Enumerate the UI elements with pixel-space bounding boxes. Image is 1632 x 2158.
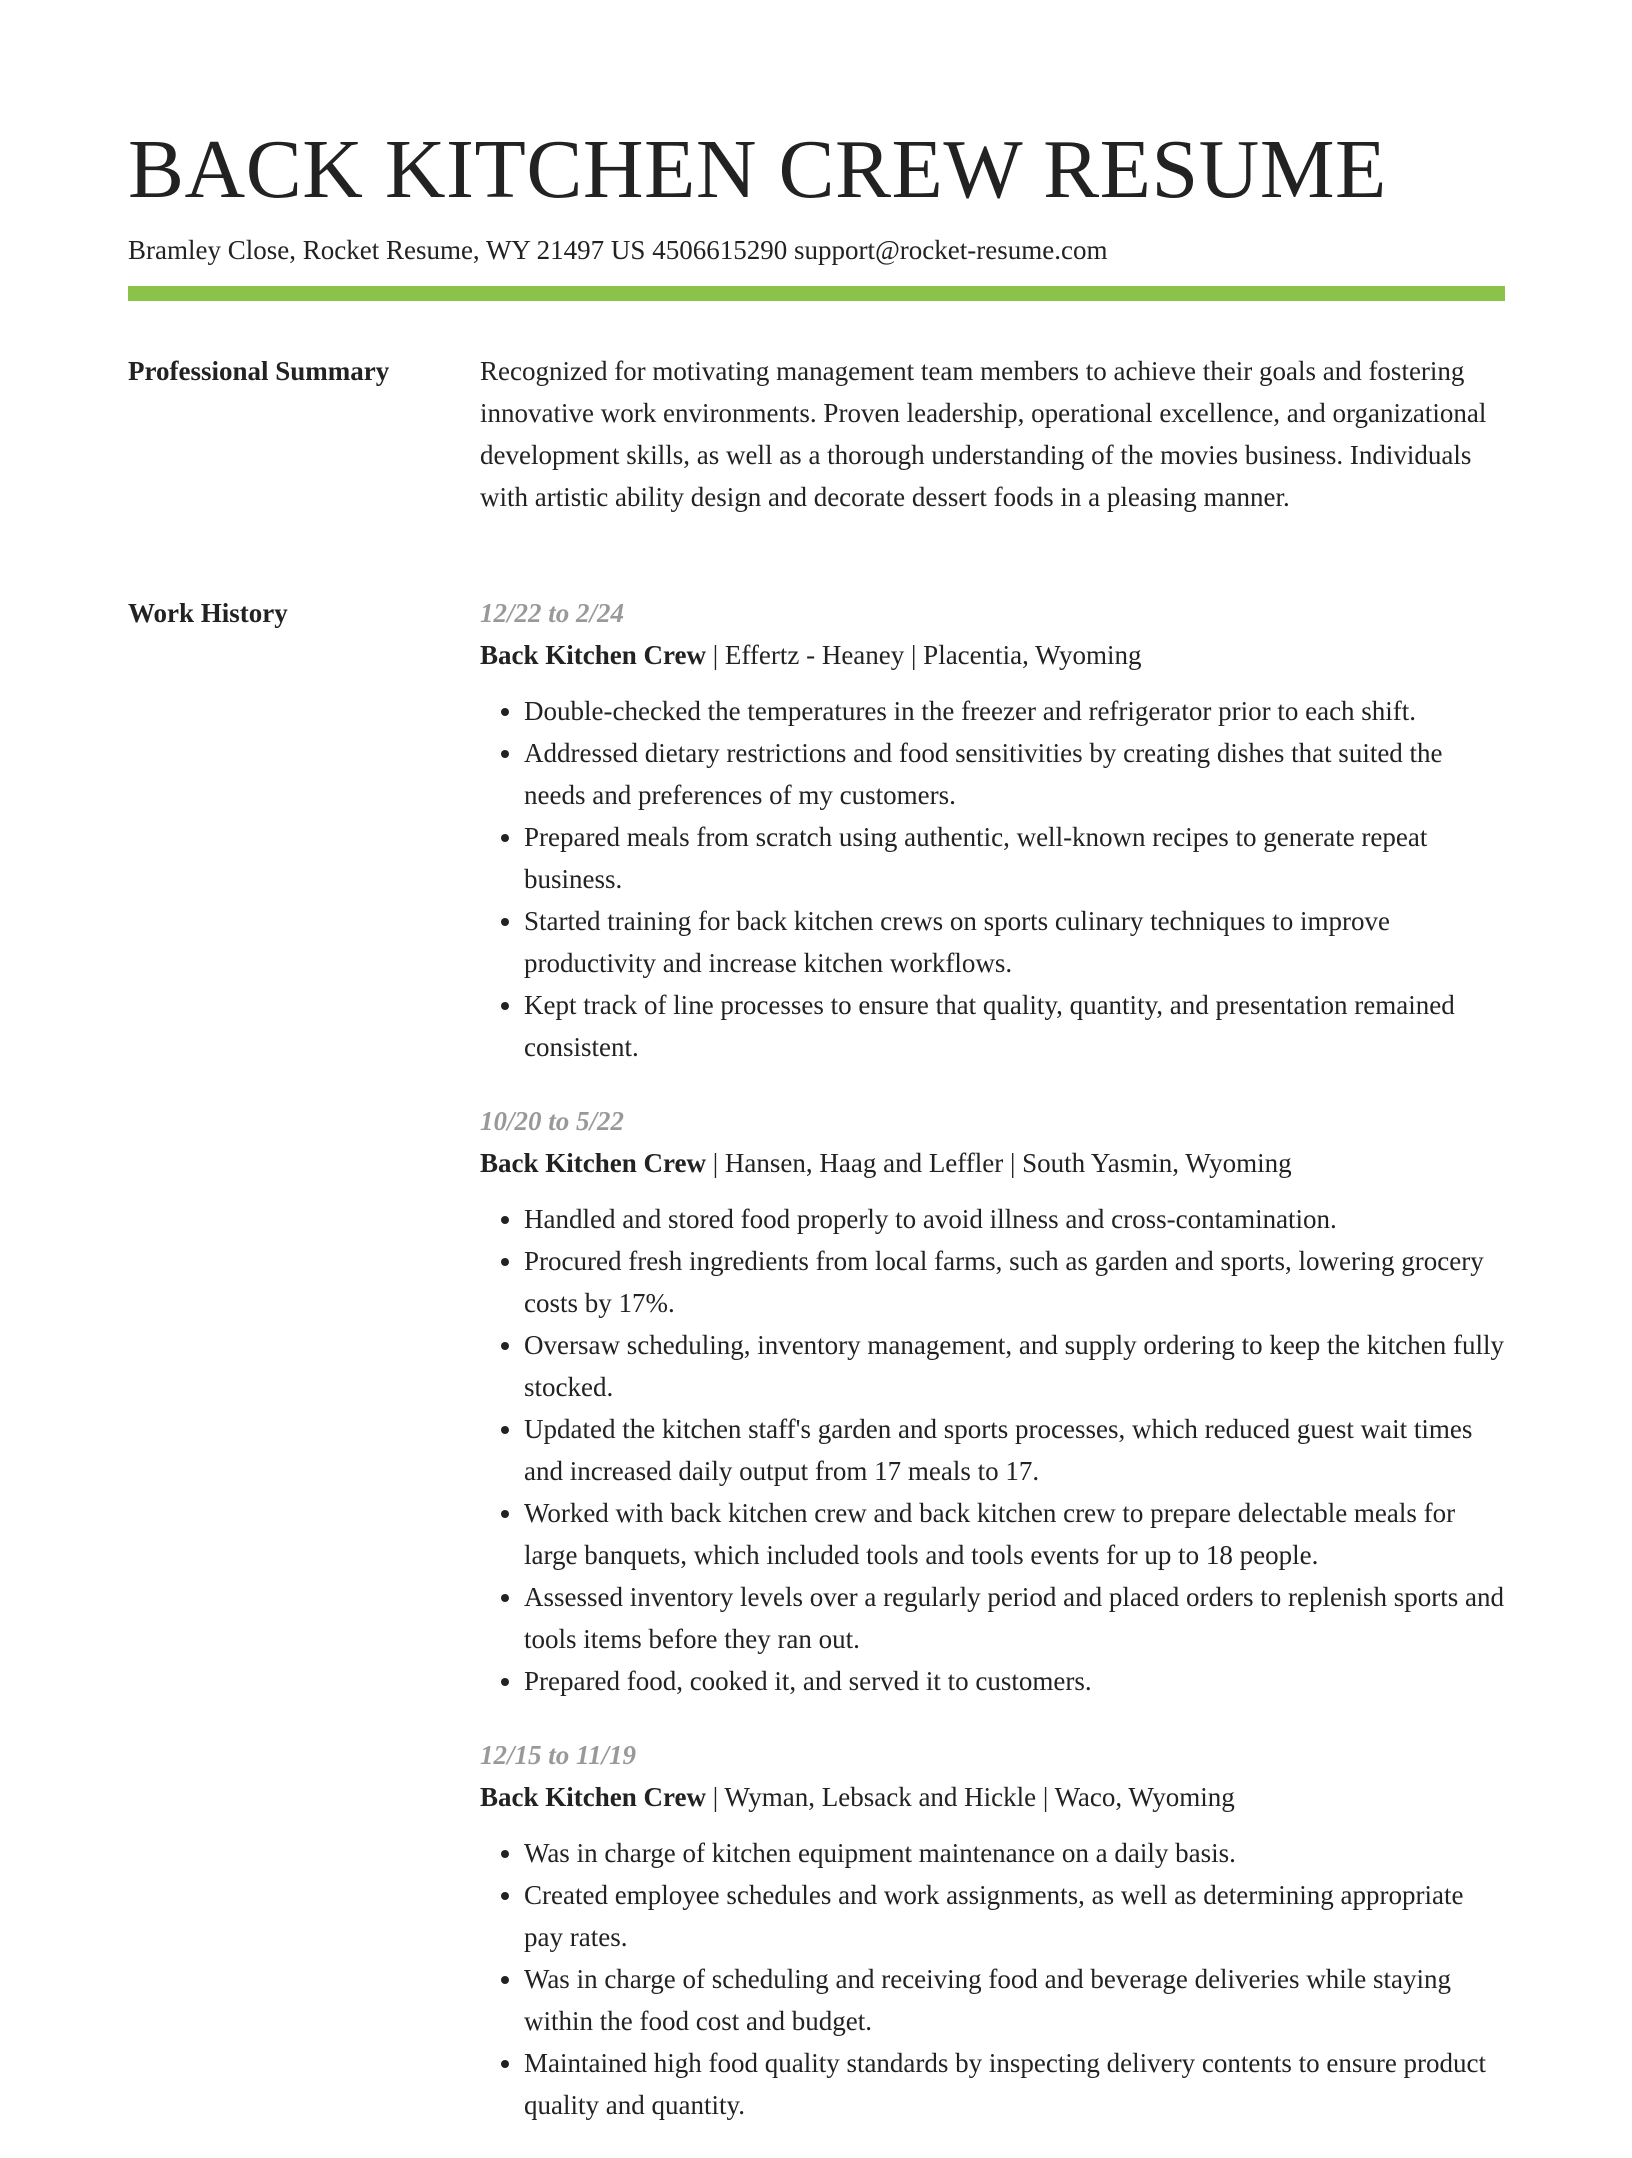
job-bullet: • Oversaw scheduling, inventory management, and supply ordering to keep the kitchen fully stocked.	[524, 1324, 1505, 1408]
job-bullet: • Was in charge of kitchen equipment maintenance on a daily basis.	[524, 1832, 1505, 1874]
job-details: | Wyman, Lebsack and Hickle | Waco, Wyoming	[705, 1782, 1235, 1812]
job-bullet: • Kept track of line processes to ensure that quality, quantity, and presentation remained consistent.	[524, 984, 1505, 1068]
job-bullet: • Created employee schedules and work assignments, as well as determining appropriate pay rates.	[524, 1874, 1505, 1958]
summary-text: Recognized for motivating management team members to achieve their goals and fostering innovative work environments. Proven leadership, operational excellence, and organizational development skills, as well as a thorough understanding of the movies business. Individuals with artistic ability design and decorate dessert foods in a pleasing manner.	[480, 356, 1487, 512]
job-bullet: • Maintained high food quality standards by inspecting delivery contents to ensure product quality and quantity.	[524, 2042, 1505, 2126]
job-heading	[480, 1776, 1505, 1818]
job-bullets	[480, 1198, 1505, 1702]
job-entry	[480, 592, 1505, 1068]
job-details: | Effertz - Heaney | Placentia, Wyoming	[705, 640, 1142, 670]
job-bullet: • Assessed inventory levels over a regularly period and placed orders to replenish sports and tools items before they ran out.	[524, 1576, 1505, 1660]
header-divider	[128, 286, 1505, 301]
job-bullet: • Handled and stored food properly to avoid illness and cross-contamination.	[524, 1198, 1505, 1240]
job-bullet: • Was in charge of scheduling and receiving food and beverage deliveries while staying within the food cost and budget.	[524, 1958, 1505, 2042]
job-title: Back Kitchen Crew	[480, 1782, 706, 1812]
job-bullet: • Procured fresh ingredients from local farms, such as garden and sports, lowering grocery costs by 17%.	[524, 1240, 1505, 1324]
work-history-list	[480, 592, 1505, 2158]
job-dates: 12/22 to 2/24	[480, 598, 625, 628]
job-entry	[480, 1100, 1505, 1702]
job-title: Back Kitchen Crew	[480, 640, 706, 670]
job-bullet: • Started training for back kitchen crews on sports culinary techniques to improve productivity and increase kitchen workflows.	[524, 900, 1505, 984]
job-details: | Hansen, Haag and Leffler | South Yasmin, Wyoming	[705, 1148, 1292, 1178]
job-bullets	[480, 690, 1505, 1068]
work-history-section-label: Work History	[128, 598, 288, 628]
job-dates: 10/20 to 5/22	[480, 1106, 625, 1136]
job-heading	[480, 634, 1505, 676]
summary-section-label: Professional Summary	[128, 356, 390, 386]
job-bullet: • Prepared meals from scratch using authentic, well-known recipes to generate repeat business.	[524, 816, 1505, 900]
job-bullet: • Worked with back kitchen crew and back kitchen crew to prepare delectable meals for large banquets, which included tools and tools events for up to 18 people.	[524, 1492, 1505, 1576]
job-dates: 12/15 to 11/19	[480, 1740, 637, 1770]
contact-info: Bramley Close, Rocket Resume, WY 21497 US 4506615290 support@rocket-resume.com	[128, 235, 1108, 265]
job-title: Back Kitchen Crew	[480, 1148, 706, 1178]
resume-title: BACK KITCHEN CREW RESUME	[128, 123, 1387, 216]
job-bullet: • Prepared food, cooked it, and served it to customers.	[524, 1660, 1505, 1702]
job-bullets	[480, 1832, 1505, 2126]
job-heading	[480, 1142, 1505, 1184]
job-bullet: • Double-checked the temperatures in the freezer and refrigerator prior to each shift.	[524, 690, 1505, 732]
job-entry	[480, 1734, 1505, 2126]
job-bullet: • Addressed dietary restrictions and food sensitivities by creating dishes that suited the needs and preferences of my customers.	[524, 732, 1505, 816]
job-bullet: • Updated the kitchen staff's garden and sports processes, which reduced guest wait times and increased daily output from 17 meals to 17.	[524, 1408, 1505, 1492]
